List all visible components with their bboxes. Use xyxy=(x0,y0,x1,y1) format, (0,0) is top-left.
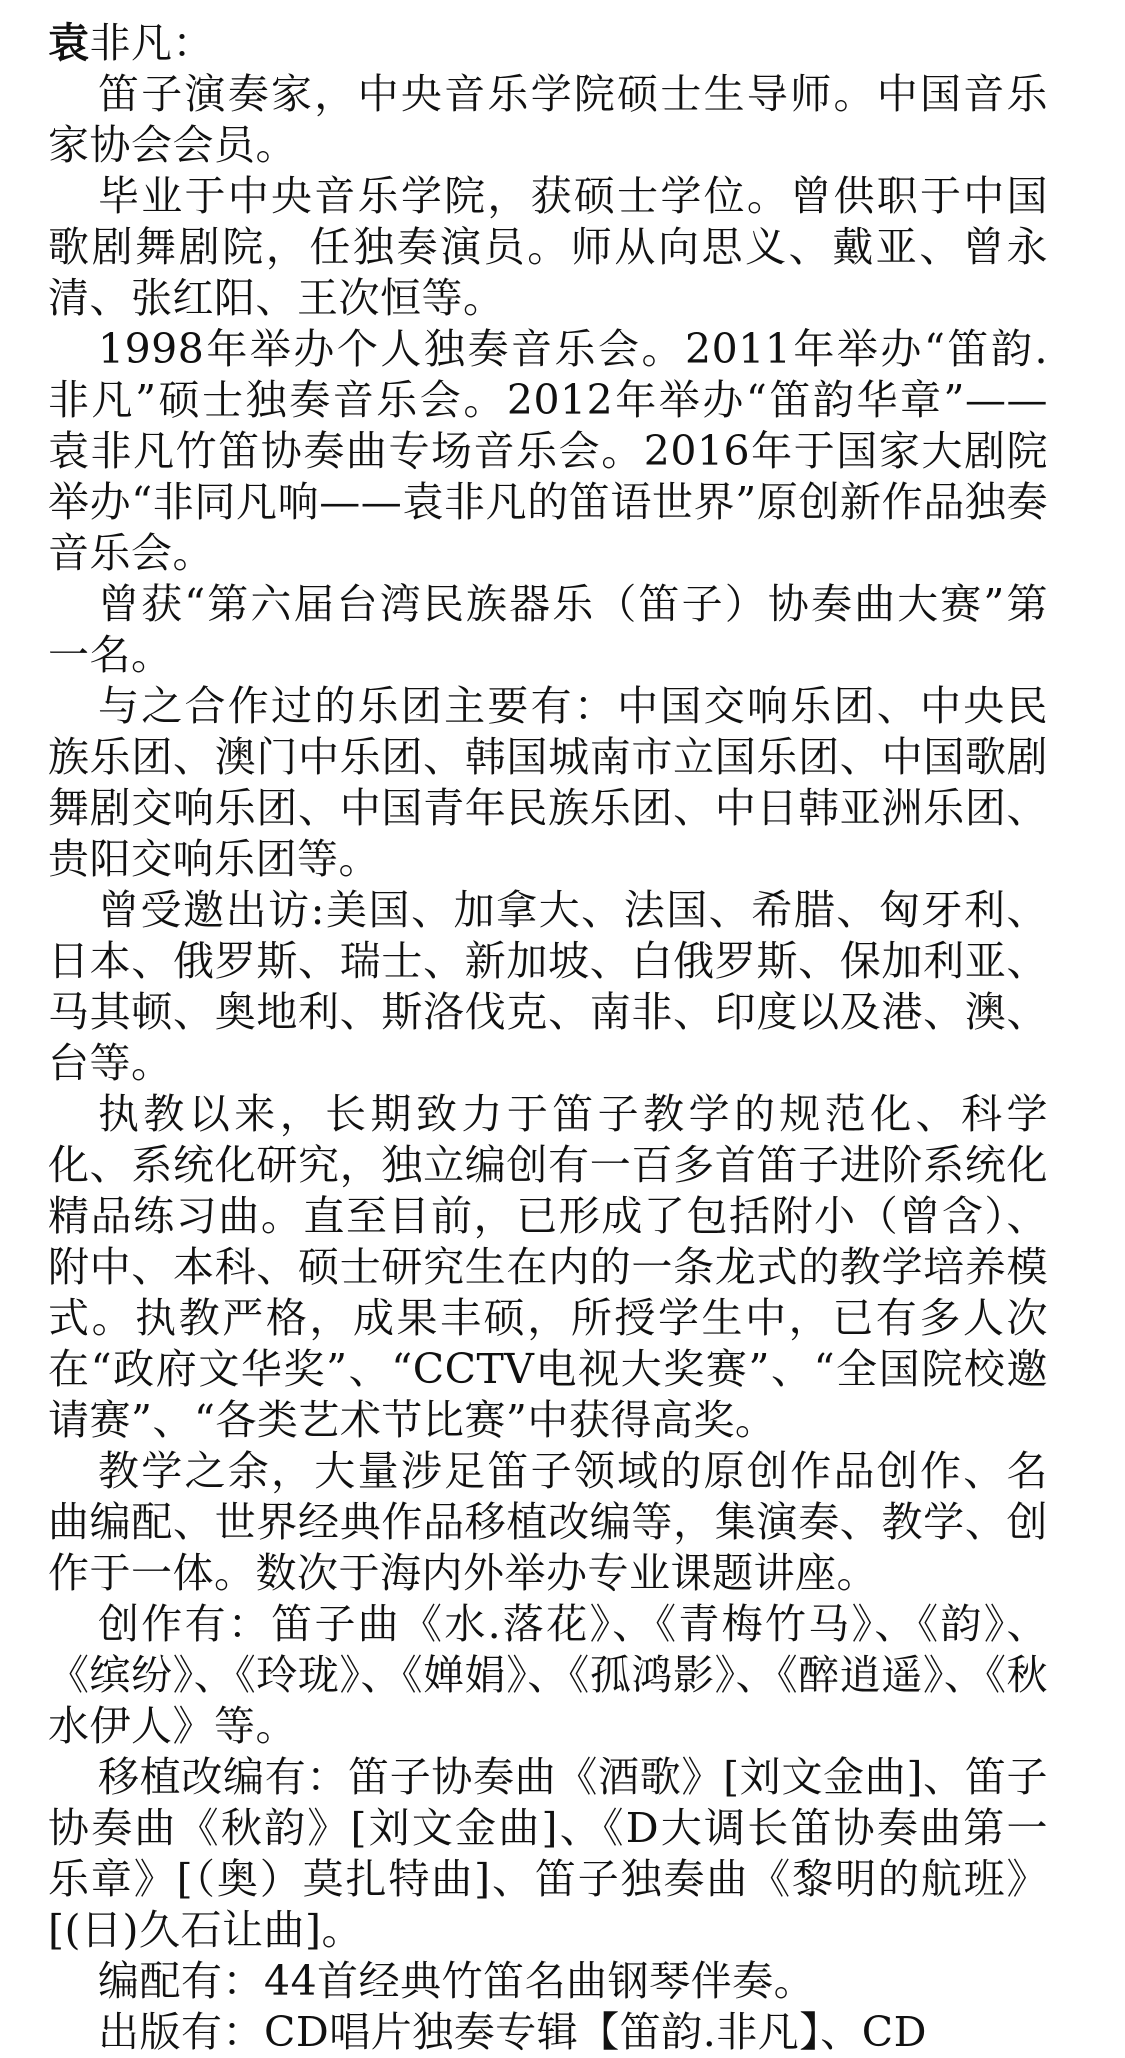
paragraph-awards: 曾获“第六届台湾民族器乐（笛子）协奏曲大赛”第一名。 xyxy=(48,580,1048,679)
paragraph-arrangements: 移植改编有：笛子协奏曲《酒歌》[刘文金曲]、笛子协奏曲《秋韵》[刘文金曲]、《D大调长笛协奏曲第一乐章》[（奥）莫扎特曲]、笛子独奏曲《黎明的航班》[(日)久石让曲]。 xyxy=(48,1753,1048,1954)
name-surname: 袁 xyxy=(48,19,90,67)
paragraph-orchestration: 编配有：44首经典竹笛名曲钢琴伴奏。 xyxy=(98,1957,816,2005)
paragraph-education: 毕业于中央音乐学院，获硕士学位。曾供职于中国歌剧舞剧院，任独奏演员。师从向思义、戴亚、曾永清、张红阳、王次恒等。 xyxy=(48,172,1048,322)
paragraph-creation-overview: 教学之余，大量涉足笛子领域的原创作品创作、名曲编配、世界经典作品移植改编等，集演奏、教学、创作于一体。数次于海内外举办专业课题讲座。 xyxy=(48,1447,1048,1597)
paragraph-tours: 曾受邀出访:美国、加拿大、法国、希腊、匈牙利、日本、俄罗斯、瑞士、新加坡、白俄罗斯、保加利亚、马其顿、奥地利、斯洛伐克、南非、印度以及港、澳、台等。 xyxy=(48,886,1048,1087)
biography-document xyxy=(48,0,1048,2058)
paragraph-compositions: 创作有：笛子曲《水.落花》、《青梅竹马》、《韵》、《缤纷》、《玲珑》、《婵娟》、《孤鸿影》、《醉逍遥》、《秋水伊人》等。 xyxy=(48,1600,1048,1750)
paragraph-title: 笛子演奏家，中央音乐学院硕士生导师。中国音乐家协会会员。 xyxy=(48,70,1048,169)
paragraph-concerts: 1998年举办个人独奏音乐会。2011年举办“笛韵.非凡”硕士独奏音乐会。2012年举办“笛韵华章”——袁非凡竹笛协奏曲专场音乐会。2016年于国家大剧院举办“非同凡响——袁非凡的笛语世界”原创新作品独奏音乐会。 xyxy=(48,325,1048,577)
paragraph-teaching: 执教以来，长期致力于笛子教学的规范化、科学化、系统化研究，独立编创有一百多首笛子进阶系统化精品练习曲。直至目前，已形成了包括附小（曾含）、附中、本科、硕士研究生在内的一条龙式的教学培养模式。执教严格，成果丰硕，所授学生中，已有多人次在“政府文华奖”、“CCTV电视大奖赛”、“全国院校邀请赛”、“各类艺术节比赛”中获得高奖。 xyxy=(48,1090,1048,1444)
person-name-heading xyxy=(48,18,1048,69)
paragraph-publications: 出版有：CD唱片独奏专辑【笛韵.非凡】、CD xyxy=(98,2008,928,2056)
name-given: 非凡： xyxy=(89,19,214,67)
paragraph-orchestras: 与之合作过的乐团主要有：中国交响乐团、中央民族乐团、澳门中乐团、韩国城南市立国乐团、中国歌剧舞剧交响乐团、中国青年民族乐团、中日韩亚洲乐团、贵阳交响乐团等。 xyxy=(48,682,1048,883)
